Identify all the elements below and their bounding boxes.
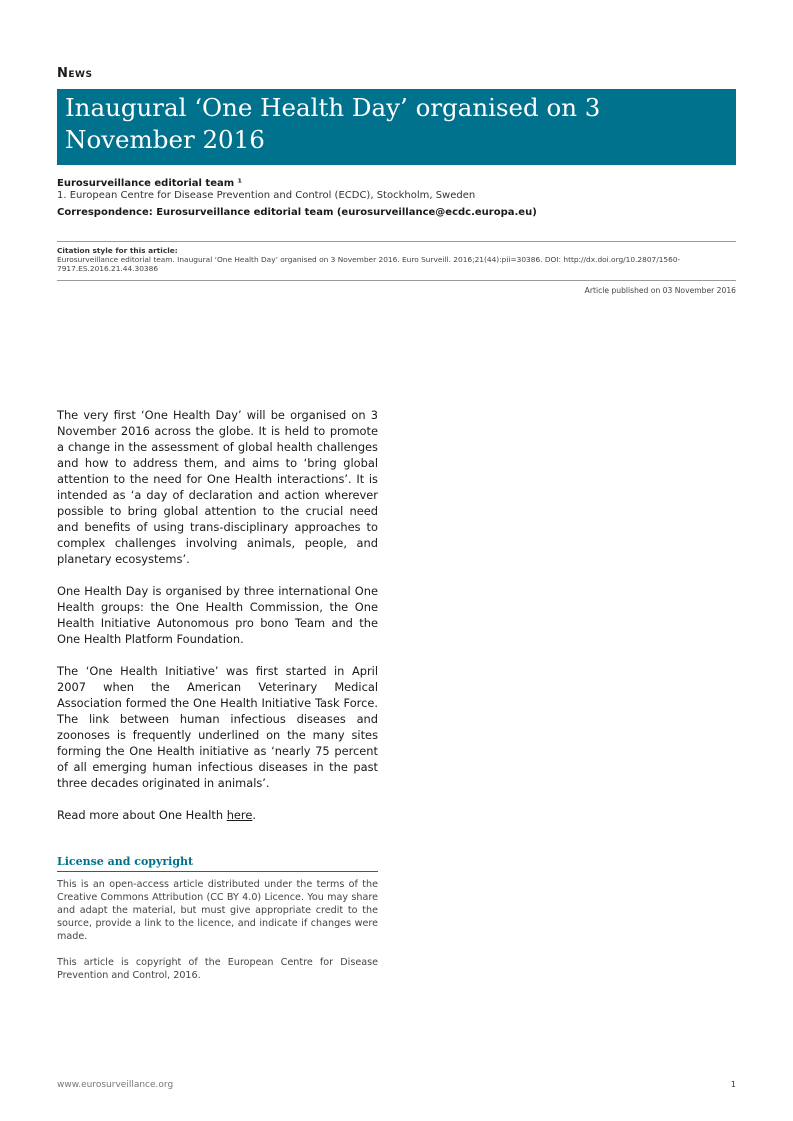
license-paragraph-2: This article is copyright of the European Centre for Disease Prevention and Control, 2016.	[57, 957, 378, 981]
author-affiliation: 1. European Centre for Disease Prevention and Control (ECDC), Stockholm, Sweden	[57, 190, 476, 201]
page-number: 1	[730, 1080, 736, 1089]
body-paragraph-3: The ‘One Health Initiative’ was first started in April 2007 when the American Veterinary Medical Association formed the One Health Initiative Task Force. The link between human infectious diseases and zoonoses is frequently underlined on the many sites forming the One Health initiative as ‘nearly 75 percent of all emerging human infectious diseases in the past three decades originated in animals’.	[57, 664, 378, 790]
license-paragraph-1: This is an open-access article distributed under the terms of the Creative Commons Attribution (CC BY 4.0) Licence. You may share and adapt the material, but must give appropriate credit to the source, provide a link to the licence, and indicate if changes were made.	[57, 879, 378, 942]
divider-top	[57, 241, 736, 242]
citation-text: Eurosurveillance editorial team. Inaugural ‘One Health Day’ organised on 3 November 2016. Euro Surveill. 2016;21(44):pii=30386. DOI: http://dx.doi.org/10.2807/1560-7917.ES.2016.21.44.30386	[57, 255, 681, 273]
body-paragraph-2: One Health Day is organised by three international One Health groups: the One Health Commission, the One Health Initiative Autonomous pro bono Team and the One Health Platform Foundation.	[57, 584, 378, 646]
read-more-link[interactable]: here	[226, 808, 253, 822]
correspondence: Correspondence: Eurosurveillance editorial team (eurosurveillance@ecdc.europa.eu)	[57, 207, 537, 218]
citation-block	[57, 246, 736, 273]
article-title: Inaugural ‘One Health Day’ organised on 3 November 2016	[65, 93, 601, 154]
footer-url[interactable]: www.eurosurveillance.org	[57, 1080, 174, 1090]
read-more-suffix: .	[252, 808, 256, 822]
body-paragraph-4	[57, 807, 378, 823]
citation-label: Citation style for this article:	[57, 246, 178, 255]
section-label: News	[57, 66, 93, 81]
title-banner	[57, 89, 736, 165]
read-more-text: Read more about One Health	[57, 808, 227, 822]
divider-bottom	[57, 280, 736, 281]
author-block	[57, 178, 736, 219]
license-text	[57, 878, 378, 982]
article-body	[57, 407, 378, 839]
body-paragraph-1: The very first ‘One Health Day’ will be organised on 3 November 2016 across the globe. It is held to promote a change in the assessment of global health challenges and how to address them, and aims to ‘bring global attention to the need for One Health interactions’. It is intended as ‘a day of declaration and action wherever possible to bring global attention to the crucial need and benefits of using trans-disciplinary approaches to complex challenges involving animals, people, and planetary ecosystems’.	[57, 408, 378, 566]
license-section	[57, 855, 378, 995]
published-date: Article published on 03 November 2016	[584, 286, 736, 295]
author-team: Eurosurveillance editorial team ¹	[57, 178, 243, 189]
license-heading: License and copyright	[57, 855, 378, 872]
